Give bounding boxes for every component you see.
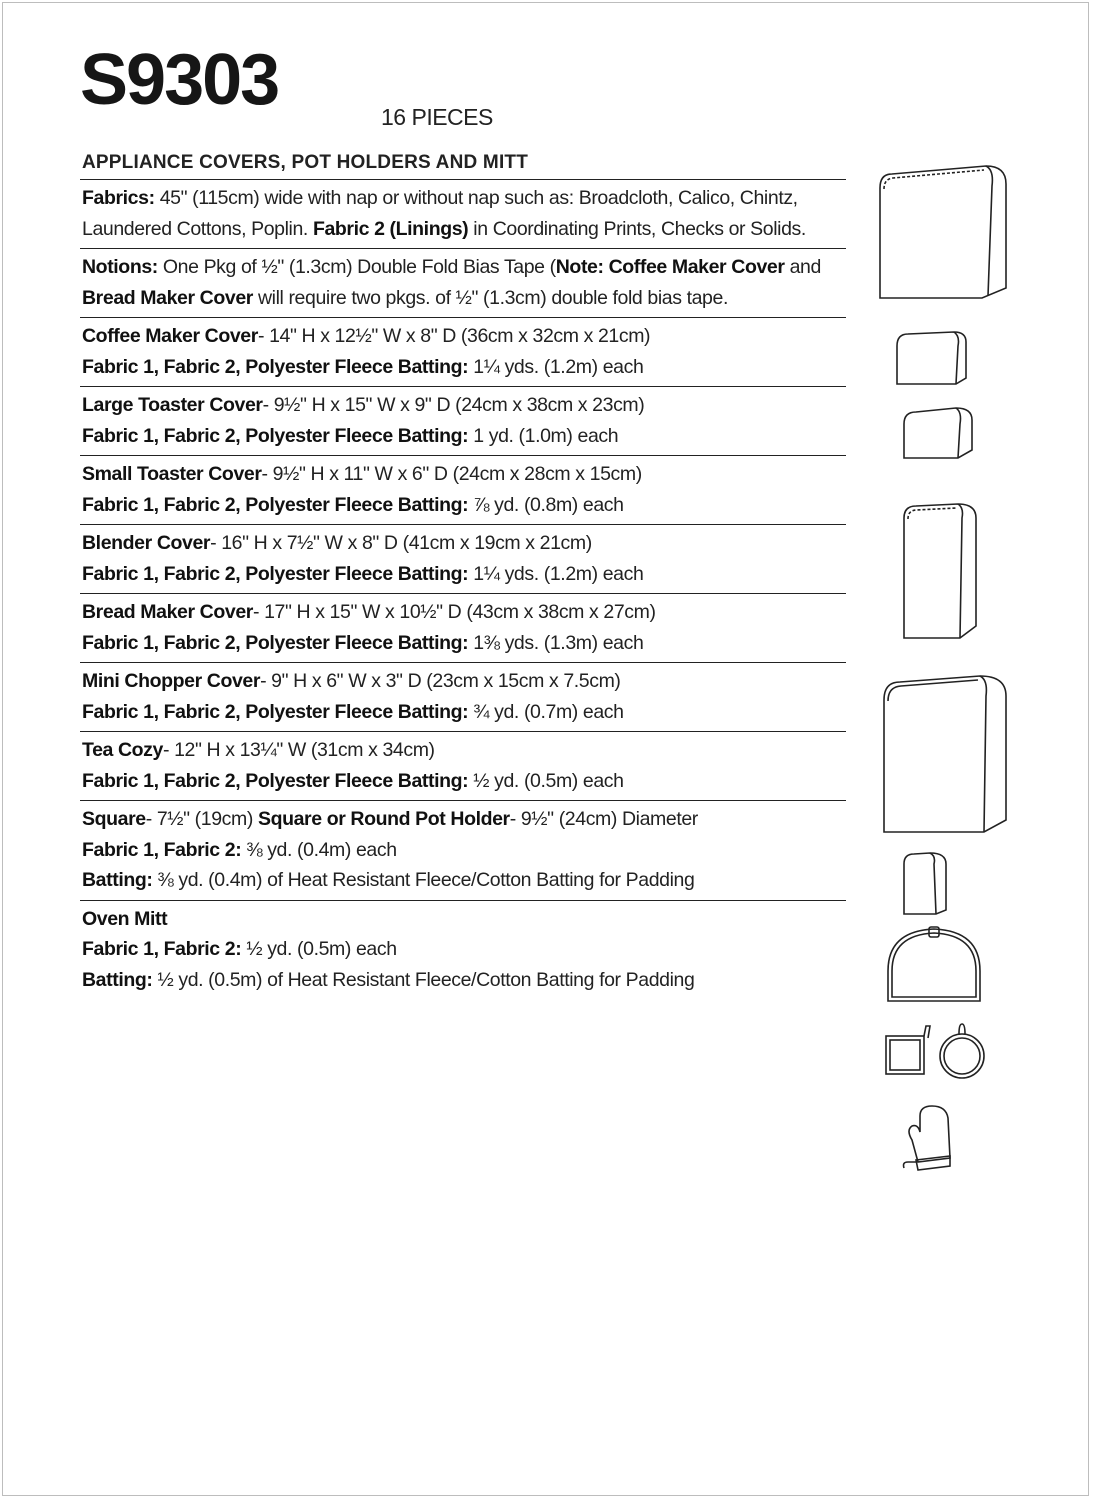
bold-label: Fabric 1, Fabric 2, Polyester Fleece Batting: (82, 562, 469, 585)
pattern-title: APPLIANCE COVERS, POT HOLDERS AND MITT (82, 152, 529, 173)
section-line (82, 214, 846, 245)
text-run: - 9½" H x 11" W x 6" D (24cm x 28cm x 15cm) (261, 463, 642, 485)
bold-label: Oven Mitt (82, 907, 168, 930)
section-line (82, 283, 846, 314)
text-run: 45" (115cm) wide with nap or without nap such as: Broadcloth, Calico, Chintz, (154, 187, 798, 209)
section-notions (80, 248, 846, 317)
bold-label: Batting: (82, 869, 153, 891)
text-run: ¾ yd. (0.7m) each (468, 700, 624, 723)
bold-label: Fabric 2 (Linings) (312, 217, 469, 240)
section-small-toaster-cover (80, 455, 846, 524)
text-run: - 12" H x 13¼" W (31cm x 34cm) (162, 739, 435, 761)
section-large-toaster-cover (80, 386, 846, 455)
section-tea-cozy (80, 731, 846, 800)
section-line (82, 766, 846, 797)
text-run: ⅜ yd. (0.4m) each (241, 838, 397, 861)
bold-label: Fabric 1, Fabric 2, Polyester Fleece Batting: (82, 769, 469, 792)
bread-maker-cover-illustration (876, 158, 1011, 298)
text-run: 1⅜ yds. (1.3m) each (468, 631, 644, 654)
section-oven-mitt (80, 900, 846, 1000)
section-line (82, 835, 846, 866)
pot-holders-illustration (882, 1020, 994, 1080)
section-line (82, 934, 846, 965)
bold-label: Fabric 1, Fabric 2: (82, 938, 242, 960)
text-run: 1¼ yds. (1.2m) each (468, 355, 644, 378)
text-run: in Coordinating Prints, Checks or Solids. (468, 217, 806, 240)
bold-label: Fabric 1, Fabric 2, Polyester Fleece Batting: (82, 493, 469, 516)
section-line (82, 666, 846, 697)
text-run: - 17" H x 15" W x 10½" D (43cm x 38cm x 27cm) (252, 601, 656, 623)
blender-cover-illustration (898, 500, 982, 640)
text-run: ½ yd. (0.5m) of Heat Resistant Fleece/Cotton Batting for Padding (152, 968, 695, 991)
section-line (82, 697, 846, 728)
text-run: - 9½" (24cm) Diameter (509, 808, 698, 830)
text-run: - 9" H x 6" W x 3" D (23cm x 15cm x 7.5cm) (260, 670, 621, 692)
pattern-number: S9303 (80, 40, 279, 120)
bold-label: Blender Cover (82, 532, 211, 554)
text-run: - 9½" H x 15" W x 9" D (24cm x 38cm x 23cm) (262, 394, 645, 416)
small-toaster-cover-illustration (900, 404, 978, 460)
bold-label: Batting: (82, 968, 153, 991)
section-line (82, 183, 846, 214)
bold-label: Fabrics: (82, 187, 155, 209)
section-line (82, 804, 846, 835)
section-line (82, 490, 846, 521)
oven-mitt-illustration (900, 1102, 958, 1174)
text-run: - 14" H x 12½" W x 8" D (36cm x 32cm x 21cm) (257, 325, 651, 347)
section-line (82, 904, 846, 935)
section-line (82, 965, 846, 996)
text-run: 1¼ yds. (1.2m) each (468, 562, 644, 585)
section-line (82, 528, 846, 559)
mini-chopper-cover-illustration (900, 850, 952, 916)
bold-label: Notions: (82, 256, 158, 278)
text-run: One Pkg of ½" (1.3cm) Double Fold Bias Tape ( (157, 256, 556, 278)
bold-label: Large Toaster Cover (82, 394, 263, 416)
section-mini-chopper-cover (80, 662, 846, 731)
text-run: and (784, 256, 821, 278)
pieces-count: 16 PIECES (381, 104, 493, 130)
section-bread-maker-cover (80, 593, 846, 662)
coffee-maker-cover-illustration (880, 670, 1012, 835)
bold-label: Fabric 1, Fabric 2, Polyester Fleece Batting: (82, 355, 469, 378)
section-line (82, 865, 846, 896)
section-line (82, 597, 846, 628)
large-toaster-cover-illustration (894, 328, 970, 386)
section-line (82, 321, 846, 352)
bold-label: Fabric 1, Fabric 2, Polyester Fleece Batting: (82, 424, 469, 447)
text-run: ½ yd. (0.5m) each (468, 769, 624, 792)
bold-label: Note: Coffee Maker Cover (555, 256, 785, 278)
section-line (82, 459, 846, 490)
text-run: will require two pkgs. of ½" (1.3cm) double fold bias tape. (252, 286, 728, 309)
section-line (82, 390, 846, 421)
bold-label: Square (82, 808, 146, 830)
text-run: 1 yd. (1.0m) each (468, 424, 619, 447)
text-run: - 16" H x 7½" W x 8" D (41cm x 19cm x 21cm) (210, 532, 592, 554)
bold-label: Fabric 1, Fabric 2, Polyester Fleece Batting: (82, 631, 469, 654)
requirements-table (80, 179, 846, 999)
text-run: ⅜ yd. (0.4m) of Heat Resistant Fleece/Cotton Batting for Padding (152, 869, 695, 891)
section-line (82, 735, 846, 766)
bold-label: Bread Maker Cover (82, 286, 253, 309)
section-line (82, 421, 846, 452)
text-run: ½ yd. (0.5m) each (241, 938, 397, 960)
text-run: - 7½" (19cm) (145, 808, 258, 830)
bold-label: Square or Round Pot Holder (257, 808, 510, 830)
bold-label: Mini Chopper Cover (82, 670, 261, 692)
bold-label: Tea Cozy (82, 739, 163, 761)
bold-label: Fabric 1, Fabric 2, Polyester Fleece Batting: (82, 700, 469, 723)
bold-label: Fabric 1, Fabric 2: (82, 838, 242, 861)
tea-cozy-illustration (886, 925, 982, 1005)
text-run: Laundered Cottons, Poplin. (82, 217, 313, 240)
section-line (82, 559, 846, 590)
section-line (82, 352, 846, 383)
section-line (82, 252, 846, 283)
bold-label: Coffee Maker Cover (82, 325, 258, 347)
text-run: ⅞ yd. (0.8m) each (468, 493, 624, 516)
section-pot-holders (80, 800, 846, 900)
section-line (82, 628, 846, 659)
illustrations-column (870, 150, 1020, 1190)
section-coffee-maker-cover (80, 317, 846, 386)
bold-label: Bread Maker Cover (82, 601, 253, 623)
section-fabrics (80, 179, 846, 248)
bold-label: Small Toaster Cover (82, 463, 262, 485)
section-blender-cover (80, 524, 846, 593)
